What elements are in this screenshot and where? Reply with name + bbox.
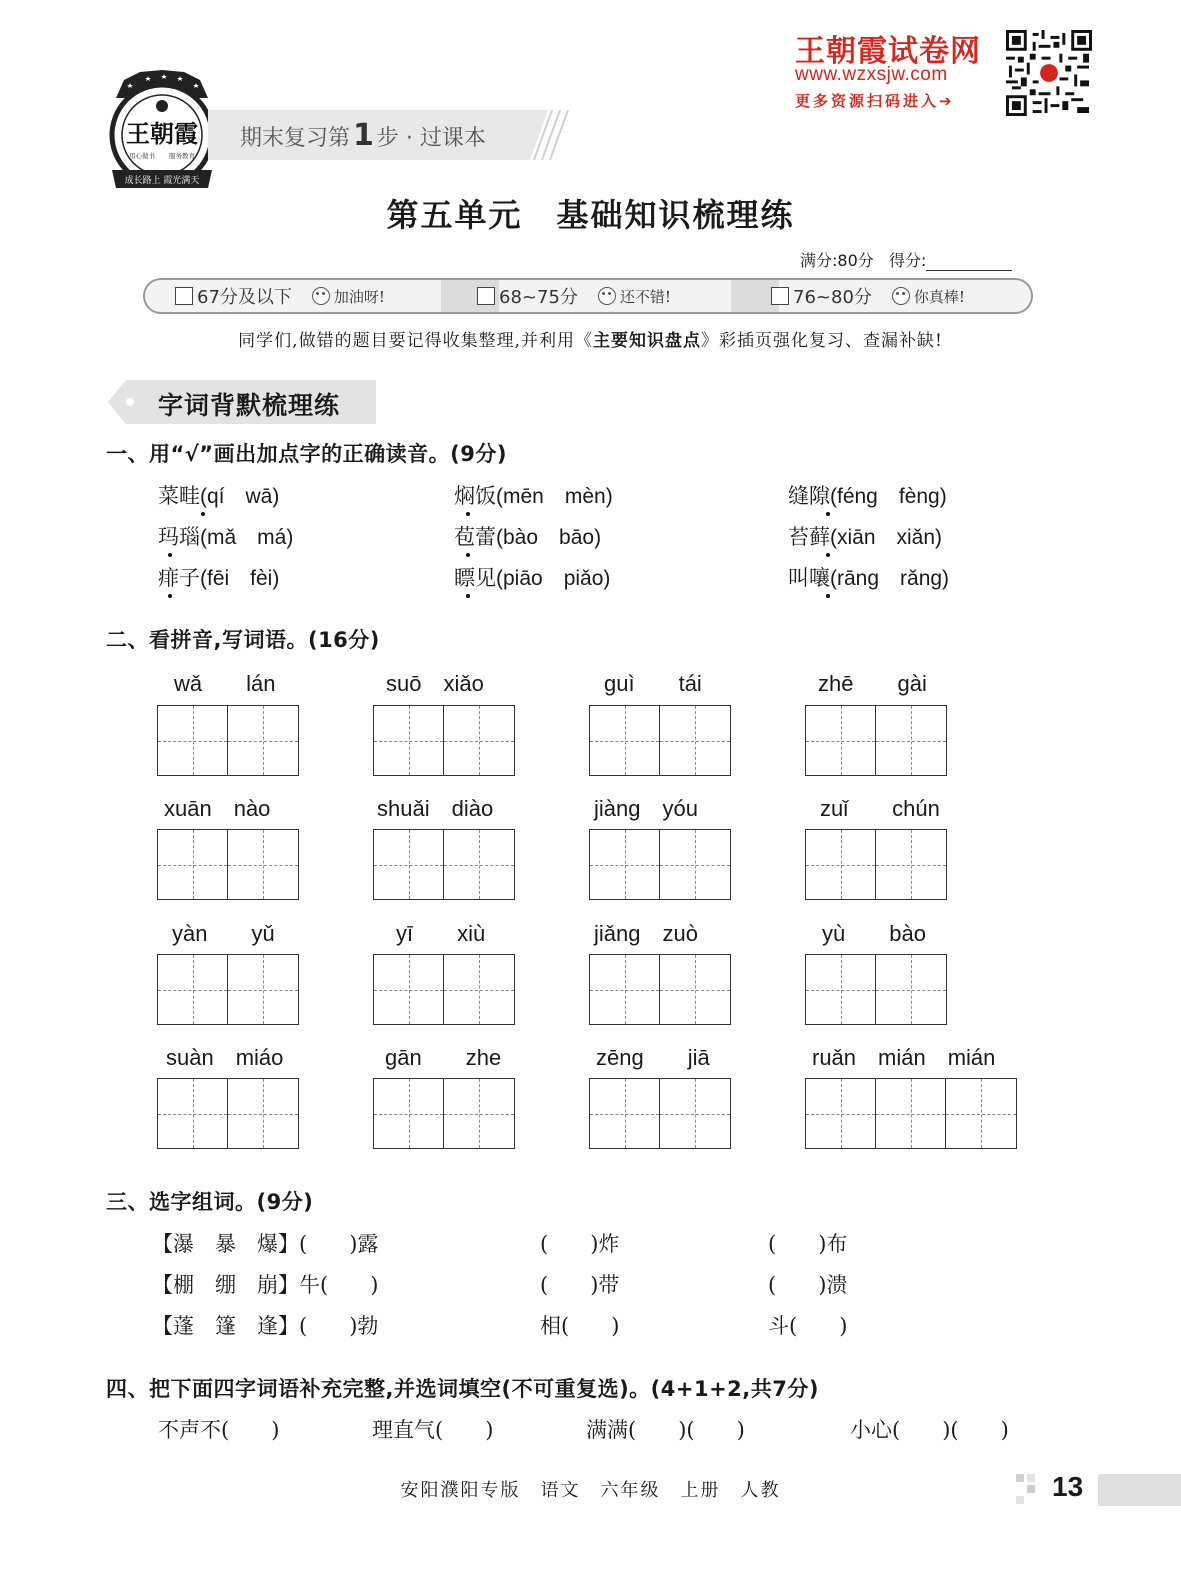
q2-pinyin: ruǎn mián mián	[812, 1045, 996, 1070]
q1-pinyin[interactable]: (xiān xiǎn)	[830, 526, 943, 549]
answer-grid[interactable]	[157, 705, 299, 776]
emphasis-dot	[826, 553, 830, 557]
q1-word: 瞟见	[454, 566, 496, 590]
q1-pinyin[interactable]: (rāng rǎng)	[830, 567, 950, 590]
page-number: 13	[1052, 1471, 1084, 1502]
grid-cell[interactable]	[444, 955, 514, 1024]
brand-title: 王朝霞试卷网	[795, 34, 981, 69]
grid-cell[interactable]	[158, 955, 228, 1024]
smiley-icon	[312, 287, 330, 305]
q3-cell[interactable]: 【棚 绷 崩】牛( )	[152, 1273, 379, 1297]
answer-grid[interactable]	[805, 954, 947, 1025]
logo-ribbon: 成长路上 霞光满天	[124, 176, 200, 186]
q1-item	[158, 480, 279, 510]
qr-code-icon[interactable]	[1006, 30, 1092, 116]
grid-cell[interactable]	[158, 1079, 228, 1148]
q1-word: 玛瑙	[158, 525, 200, 549]
brand-logo	[104, 70, 220, 200]
grid-cell[interactable]	[374, 830, 444, 899]
q3-heading: 三、选字组词。(9分)	[106, 1190, 314, 1214]
grade-option-high	[771, 280, 965, 312]
grade-range: 68~75分	[499, 287, 578, 308]
q1-pinyin[interactable]: (bào bāo)	[496, 526, 602, 549]
answer-grid[interactable]	[589, 829, 731, 900]
grid-cell[interactable]	[806, 830, 876, 899]
q2-pinyin: suō xiǎo	[386, 671, 484, 696]
q1-word: 叫嚷	[788, 566, 830, 590]
q1-item	[788, 521, 942, 551]
grid-cell[interactable]	[444, 1079, 514, 1148]
q3-cell[interactable]: ( )带	[540, 1273, 620, 1297]
q1-item	[158, 562, 279, 592]
answer-grid[interactable]	[805, 1078, 1017, 1149]
logo-slogan-right: 服务教育	[169, 152, 195, 160]
page-number-band	[1098, 1474, 1181, 1506]
grid-cell[interactable]	[590, 1079, 660, 1148]
emphasis-dot	[826, 594, 830, 598]
q1-word: 痱子	[158, 566, 200, 590]
q1-item	[788, 480, 947, 510]
grid-cell[interactable]	[660, 1079, 730, 1148]
grid-cell[interactable]	[590, 830, 660, 899]
grid-cell[interactable]	[590, 706, 660, 775]
q2-pinyin: zhē gài	[818, 671, 927, 696]
logo-text: 王朝霞	[126, 119, 198, 148]
grid-cell[interactable]	[876, 706, 946, 775]
grid-cell[interactable]	[660, 706, 730, 775]
q2-pinyin: yù bào	[822, 921, 926, 946]
grid-cell[interactable]	[444, 830, 514, 899]
q2-pinyin: jiǎng zuò	[594, 921, 698, 946]
q2-pinyin: zēng jiā	[596, 1045, 710, 1070]
smiley-icon	[598, 287, 616, 305]
answer-grid[interactable]	[157, 1078, 299, 1149]
answer-grid[interactable]	[373, 705, 515, 776]
emphasis-dot	[826, 512, 830, 516]
grade-option-mid	[477, 280, 671, 312]
grade-bar	[143, 278, 1033, 314]
grid-cell[interactable]	[946, 1079, 1016, 1148]
emphasis-dot	[201, 512, 205, 516]
arrow-right-icon: ➔	[939, 92, 955, 110]
page-title: 第五单元 基础知识梳理练	[386, 196, 795, 234]
answer-grid[interactable]	[157, 829, 299, 900]
q1-word: 焖饭	[454, 484, 496, 508]
answer-grid[interactable]	[805, 829, 947, 900]
emphasis-dot	[168, 594, 172, 598]
grade-checkbox[interactable]	[771, 287, 789, 305]
q2-pinyin: xuān nào	[164, 796, 271, 821]
q2-pinyin: yàn yǔ	[172, 921, 275, 946]
q1-item	[158, 521, 293, 551]
notice-bold: 主要知识盘点	[592, 331, 701, 351]
grid-cell[interactable]	[374, 706, 444, 775]
q2-pinyin: zuǐ chún	[820, 796, 940, 821]
grid-cell[interactable]	[876, 830, 946, 899]
answer-grid[interactable]	[373, 954, 515, 1025]
notice-after: 》彩插页强化复习、查漏补缺!	[700, 331, 943, 351]
notice-before: 同学们,做错的题目要记得收集整理,并利用《	[238, 331, 593, 351]
q1-item	[454, 562, 610, 592]
q1-pinyin[interactable]: (fēi fèi)	[200, 567, 280, 590]
grid-cell[interactable]	[158, 830, 228, 899]
grid-cell[interactable]	[806, 955, 876, 1024]
q2-pinyin: wǎ lán	[174, 671, 276, 696]
got-score-label: 得分:	[889, 251, 927, 270]
q2-pinyin: yī xiù	[396, 921, 486, 946]
q3-cell[interactable]: 【蓬 篷 逢】( )勃	[152, 1314, 379, 1338]
q1-pinyin[interactable]: (mǎ má)	[200, 526, 294, 549]
q4-item[interactable]: 满满( )( )	[586, 1418, 745, 1442]
footer-edition: 安阳濮阳专版 语文 六年级 上册 人教	[400, 1480, 781, 1501]
answer-grid[interactable]	[373, 1078, 515, 1149]
brand-url[interactable]: www.wzxsjw.com	[795, 64, 948, 85]
q1-word: 菜畦	[158, 484, 200, 508]
grade-range: 76~80分	[793, 287, 872, 308]
grid-cell[interactable]	[228, 706, 298, 775]
q1-pinyin[interactable]: (qí wā)	[200, 485, 280, 508]
grade-message: 你真棒!	[913, 287, 965, 306]
grade-option-low	[175, 280, 385, 312]
grade-message: 还不错!	[619, 287, 671, 306]
q2-pinyin: jiàng yóu	[594, 796, 698, 821]
grade-range: 67分及以下	[197, 287, 292, 308]
q1-item	[454, 521, 601, 551]
grid-cell[interactable]	[158, 706, 228, 775]
step-banner-text	[240, 118, 486, 153]
banner-suffix: 步 · 过课本	[376, 126, 486, 151]
q3-cell[interactable]: ( )炸	[540, 1232, 620, 1256]
logo-emblem-icon	[156, 100, 168, 112]
q3-cell[interactable]: 【瀑 暴 爆】( )露	[152, 1232, 379, 1256]
grid-cell[interactable]	[374, 955, 444, 1024]
answer-grid[interactable]	[157, 954, 299, 1025]
q2-pinyin: gān zhe	[385, 1045, 502, 1070]
q4-item[interactable]: 不声不( )	[158, 1418, 280, 1442]
answer-grid[interactable]	[589, 954, 731, 1025]
grade-checkbox[interactable]	[477, 287, 495, 305]
emphasis-dot	[466, 594, 470, 598]
answer-grid[interactable]	[805, 705, 947, 776]
grid-cell[interactable]	[590, 955, 660, 1024]
grid-cell[interactable]	[660, 830, 730, 899]
grid-cell[interactable]	[228, 955, 298, 1024]
q1-word: 缝隙	[788, 484, 830, 508]
grid-cell[interactable]	[876, 1079, 946, 1148]
score-line	[800, 248, 1012, 271]
grade-message: 加油呀!	[333, 287, 385, 306]
grid-cell[interactable]	[660, 955, 730, 1024]
q2-pinyin: suàn miáo	[166, 1045, 284, 1070]
grid-cell[interactable]	[444, 706, 514, 775]
q3-cell[interactable]: 斗( )	[768, 1314, 848, 1338]
q2-pinyin: guì tái	[604, 671, 702, 696]
grid-cell[interactable]	[876, 955, 946, 1024]
q4-item[interactable]: 理直气( )	[372, 1418, 494, 1442]
emphasis-dot	[466, 512, 470, 516]
answer-grid[interactable]	[589, 705, 731, 776]
q4-heading: 四、把下面四字词语补充完整,并选词填空(不可重复选)。(4+1+2,共7分)	[106, 1377, 819, 1401]
grid-cell[interactable]	[228, 1079, 298, 1148]
grid-cell[interactable]	[806, 1079, 876, 1148]
q2-pinyin: shuǎi diào	[377, 796, 494, 821]
q1-word: 苞蕾	[454, 525, 496, 549]
q1-item	[788, 562, 949, 592]
smiley-icon	[892, 287, 910, 305]
grade-checkbox[interactable]	[175, 287, 193, 305]
notice-text	[0, 326, 1181, 351]
q4-item[interactable]: 小心( )( )	[850, 1418, 1009, 1442]
q3-cell[interactable]: 相( )	[540, 1314, 620, 1338]
brand-more-label: 更多资源扫码进入	[795, 92, 940, 110]
q1-pinyin[interactable]: (piāo piǎo)	[496, 567, 611, 590]
score-blank[interactable]	[926, 257, 1012, 271]
answer-grid[interactable]	[373, 829, 515, 900]
grid-cell[interactable]	[228, 830, 298, 899]
page-corner-decoration	[1016, 1474, 1046, 1504]
emphasis-dot	[168, 553, 172, 557]
brand-more-text	[795, 90, 955, 111]
q2-heading: 二、看拼音,写词语。(16分)	[106, 628, 380, 652]
q1-heading: 一、用“√”画出加点字的正确读音。(9分)	[106, 442, 507, 466]
emphasis-dot	[466, 553, 470, 557]
q1-item	[454, 480, 613, 510]
q3-cell[interactable]: ( )溃	[768, 1273, 848, 1297]
full-score: 满分:80分	[800, 251, 874, 270]
answer-grid[interactable]	[589, 1078, 731, 1149]
grid-cell[interactable]	[374, 1079, 444, 1148]
tab-hole-icon	[126, 398, 134, 406]
grid-cell[interactable]	[806, 706, 876, 775]
q3-cell[interactable]: ( )布	[768, 1232, 848, 1256]
banner-step: 1	[353, 118, 374, 153]
banner-prefix: 期末复习第	[240, 126, 351, 151]
logo-slogan-left: 用心做书	[129, 152, 155, 160]
section-title: 字词背默梳理练	[158, 391, 341, 420]
q1-pinyin[interactable]: (féng fèng)	[830, 485, 947, 508]
q1-pinyin[interactable]: (mēn mèn)	[496, 485, 613, 508]
q1-word: 苔藓	[788, 525, 830, 549]
